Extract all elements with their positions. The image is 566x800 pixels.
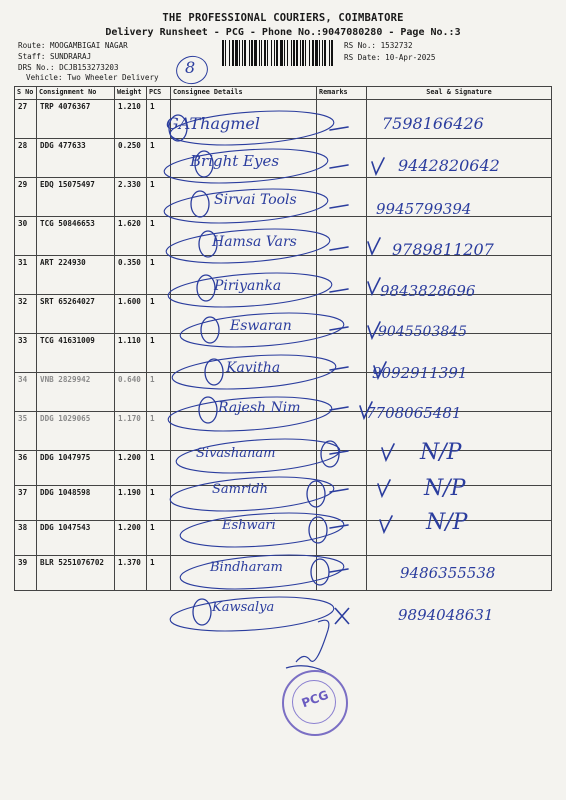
barcode-bar bbox=[222, 40, 224, 66]
hw-name: Rajesh Nim bbox=[218, 400, 301, 416]
barcode-bar bbox=[251, 40, 253, 66]
barcode-bar bbox=[261, 40, 262, 66]
hw-name: Sirvai Tools bbox=[214, 192, 297, 208]
hw-name: Kavitha bbox=[226, 360, 281, 376]
barcode-bar bbox=[232, 40, 234, 66]
row-weight: 1.200 bbox=[118, 453, 141, 462]
barcode-bar bbox=[259, 40, 260, 66]
row-sno: 39 bbox=[18, 558, 28, 567]
table-row bbox=[15, 373, 552, 412]
row-consignee bbox=[171, 412, 317, 451]
row-consignee bbox=[171, 451, 317, 486]
barcode-bar bbox=[291, 40, 292, 66]
row-signature bbox=[367, 100, 552, 139]
runsheet-subtitle: Delivery Runsheet - PCG - Phone No.:9047080280 - Page No.:3 bbox=[105, 27, 461, 38]
row-sno: 38 bbox=[18, 523, 28, 532]
row-consignment: DDG 1047975 bbox=[40, 453, 91, 462]
table-row bbox=[15, 178, 552, 217]
row-consignee bbox=[171, 373, 317, 412]
barcode-bar bbox=[254, 40, 257, 66]
barcode-bar bbox=[276, 40, 278, 66]
row-signature bbox=[367, 217, 552, 256]
row-pcs: 1 bbox=[150, 558, 155, 567]
row-sno: 29 bbox=[18, 180, 28, 189]
hw-name: Piriyanka bbox=[214, 278, 282, 294]
col-pcs-header: PCS bbox=[147, 87, 171, 100]
barcode-bar bbox=[309, 40, 310, 66]
barcode-bar bbox=[300, 40, 301, 66]
barcode-bar bbox=[244, 40, 246, 66]
rs-number: RS No.: 1532732 bbox=[344, 41, 413, 50]
company-title: THE PROFESSIONAL COURIERS, COIMBATORE bbox=[162, 12, 404, 24]
hw-name: Bindharam bbox=[210, 560, 283, 575]
hw-name: Kawsalya bbox=[212, 600, 275, 615]
row-sno: 33 bbox=[18, 336, 28, 345]
barcode-bar bbox=[284, 40, 285, 66]
hw-np-remark: N/P bbox=[420, 440, 462, 465]
row-remarks bbox=[317, 295, 367, 334]
row-consignment: SRT 65264027 bbox=[40, 297, 95, 306]
row-signature bbox=[367, 412, 552, 451]
page-mark: 8 bbox=[185, 58, 196, 77]
row-weight: 1.370 bbox=[118, 558, 141, 567]
row-consignee bbox=[171, 139, 317, 178]
col-weight-header: Weight bbox=[115, 87, 147, 100]
row-signature bbox=[367, 451, 552, 486]
row-pcs: 1 bbox=[150, 336, 155, 345]
row-weight: 0.250 bbox=[118, 141, 141, 150]
signature-flourish bbox=[296, 620, 329, 662]
row-remarks bbox=[317, 217, 367, 256]
row-consignee bbox=[171, 178, 317, 217]
table-body bbox=[15, 100, 552, 591]
row-remarks bbox=[317, 521, 367, 556]
row-consignment: DDG 477633 bbox=[40, 141, 86, 150]
row-pcs: 1 bbox=[150, 297, 155, 306]
row-signature bbox=[367, 486, 552, 521]
barcode-bar bbox=[235, 40, 238, 66]
table-row bbox=[15, 256, 552, 295]
cross-mark bbox=[335, 608, 349, 624]
hw-np-remark: N/P bbox=[424, 476, 466, 501]
row-sno: 30 bbox=[18, 219, 28, 228]
table-header-row bbox=[15, 87, 552, 100]
rs-date: RS Date: 10-Apr-2025 bbox=[344, 53, 436, 62]
row-pcs: 1 bbox=[150, 414, 155, 423]
row-sno: 37 bbox=[18, 488, 28, 497]
hw-name: Hamsa Vars bbox=[212, 234, 297, 250]
row-pcs: 1 bbox=[150, 141, 155, 150]
table-row bbox=[15, 295, 552, 334]
row-consignee bbox=[171, 217, 317, 256]
row-weight: 1.600 bbox=[118, 297, 141, 306]
row-pcs: 1 bbox=[150, 523, 155, 532]
barcode-bar bbox=[324, 40, 326, 66]
col-signature-header: Seal & Signature bbox=[367, 87, 552, 100]
row-remarks bbox=[317, 486, 367, 521]
col-consignment-header: Consignment No bbox=[37, 87, 115, 100]
runsheet-table bbox=[14, 86, 552, 591]
hw-phone: 9945799394 bbox=[376, 200, 472, 218]
row-weight: 0.640 bbox=[118, 375, 141, 384]
row-signature bbox=[367, 295, 552, 334]
row-weight: 1.190 bbox=[118, 488, 141, 497]
table-row bbox=[15, 521, 552, 556]
row-weight: 1.620 bbox=[118, 219, 141, 228]
barcode-bar bbox=[312, 40, 314, 66]
row-pcs: 1 bbox=[150, 488, 155, 497]
barcode-bar bbox=[293, 40, 295, 66]
row-consignment: ART 224930 bbox=[40, 258, 86, 267]
hw-phone: 9486355538 bbox=[400, 564, 496, 582]
table-row bbox=[15, 217, 552, 256]
row-remarks bbox=[317, 100, 367, 139]
row-consignment: BLR 5251076702 bbox=[40, 558, 105, 567]
row-consignee bbox=[171, 334, 317, 373]
hw-phone: 7708065481 bbox=[366, 404, 462, 422]
hw-phone: 9442820642 bbox=[398, 156, 500, 175]
row-remarks bbox=[317, 178, 367, 217]
barcode-bar bbox=[271, 40, 272, 66]
row-remarks bbox=[317, 139, 367, 178]
row-signature bbox=[367, 334, 552, 373]
row-remarks bbox=[317, 373, 367, 412]
barcode-bar bbox=[225, 40, 226, 66]
hw-name: Eswaran bbox=[230, 318, 292, 334]
stamp-text: PCG bbox=[299, 687, 331, 711]
row-pcs: 1 bbox=[150, 375, 155, 384]
row-consignment: TRP 4076367 bbox=[40, 102, 91, 111]
staff-label: Staff: SUNDRARAJ bbox=[18, 52, 92, 61]
barcode-bar bbox=[239, 40, 240, 66]
barcode-bar bbox=[274, 40, 275, 66]
p-circle-mark bbox=[193, 599, 211, 625]
hw-name: Samridh bbox=[212, 482, 269, 497]
col-consignee-header: Consignee Details bbox=[171, 87, 317, 100]
hw-np-remark: N/P bbox=[426, 510, 468, 535]
row-consignment: TCG 41631009 bbox=[40, 336, 95, 345]
row-consignment: DDG 1047543 bbox=[40, 523, 91, 532]
barcode-bar bbox=[329, 40, 330, 66]
barcode-bar bbox=[331, 40, 333, 66]
row-weight: 0.350 bbox=[118, 258, 141, 267]
name-loop-mark bbox=[169, 592, 335, 635]
drs-number: DRS No.: DCJB153273203 bbox=[18, 63, 119, 72]
row-consignee bbox=[171, 295, 317, 334]
row-pcs: 1 bbox=[150, 102, 155, 111]
route-label: Route: MOOGAMBIGAI NAGAR bbox=[18, 41, 128, 50]
row-signature bbox=[367, 373, 552, 412]
barcode-bar bbox=[296, 40, 298, 66]
table-row bbox=[15, 100, 552, 139]
row-sno: 35 bbox=[18, 414, 28, 423]
row-sno: 28 bbox=[18, 141, 28, 150]
barcode-bar bbox=[264, 40, 266, 66]
barcode-bar bbox=[322, 40, 323, 66]
row-sno: 34 bbox=[18, 375, 28, 384]
row-consignment: DDG 1048598 bbox=[40, 488, 91, 497]
row-pcs: 1 bbox=[150, 453, 155, 462]
row-pcs: 1 bbox=[150, 219, 155, 228]
table-row bbox=[15, 556, 552, 591]
row-weight: 1.210 bbox=[118, 102, 141, 111]
hw-phone: 9843828696 bbox=[380, 282, 476, 300]
hw-phone: 9092911391 bbox=[372, 364, 468, 382]
row-sno: 31 bbox=[18, 258, 28, 267]
col-sno-header: S No bbox=[15, 87, 37, 100]
row-consignee bbox=[171, 556, 317, 591]
row-signature bbox=[367, 178, 552, 217]
row-signature bbox=[367, 139, 552, 178]
row-consignee bbox=[171, 256, 317, 295]
row-pcs: 1 bbox=[150, 258, 155, 267]
row-consignee bbox=[171, 521, 317, 556]
row-weight: 1.110 bbox=[118, 336, 141, 345]
row-signature bbox=[367, 521, 552, 556]
barcode-bar bbox=[319, 40, 320, 66]
barcode-bar bbox=[280, 40, 283, 66]
row-consignment: VNB 2829942 bbox=[40, 375, 91, 384]
row-sno: 27 bbox=[18, 102, 28, 111]
barcode-bar bbox=[229, 40, 230, 66]
vehicle-label: Vehicle: Two Wheeler Delivery bbox=[26, 73, 159, 82]
row-consignment: EDQ 15075497 bbox=[40, 180, 95, 189]
hw-name: GAThagmel bbox=[166, 114, 260, 133]
row-weight: 2.330 bbox=[118, 180, 141, 189]
hw-phone: 9789811207 bbox=[392, 240, 494, 259]
table-row bbox=[15, 412, 552, 451]
row-consignment: DDG 1029065 bbox=[40, 414, 91, 423]
row-signature bbox=[367, 256, 552, 295]
row-sno: 36 bbox=[18, 453, 28, 462]
hw-name: Eshwari bbox=[222, 518, 276, 533]
table-row bbox=[15, 139, 552, 178]
barcode-bar bbox=[267, 40, 268, 66]
row-sno: 32 bbox=[18, 297, 28, 306]
pcg-stamp bbox=[282, 670, 348, 736]
row-signature bbox=[367, 556, 552, 591]
hw-name: Bright Eyes bbox=[190, 152, 280, 170]
table-row bbox=[15, 451, 552, 486]
barcode-bar bbox=[249, 40, 250, 66]
hw-phone: 9045503845 bbox=[378, 324, 468, 340]
table-row bbox=[15, 486, 552, 521]
hw-phone: 9894048631 bbox=[398, 606, 494, 624]
barcode-bar bbox=[302, 40, 304, 66]
barcode-bar bbox=[287, 40, 288, 66]
row-remarks bbox=[317, 412, 367, 451]
row-pcs: 1 bbox=[150, 180, 155, 189]
row-remarks bbox=[317, 256, 367, 295]
barcode-bar bbox=[305, 40, 306, 66]
row-remarks bbox=[317, 451, 367, 486]
barcode-bar bbox=[315, 40, 318, 66]
row-consignee bbox=[171, 100, 317, 139]
row-weight: 1.200 bbox=[118, 523, 141, 532]
row-consignment: TCG 50846653 bbox=[40, 219, 95, 228]
hw-phone: 7598166426 bbox=[382, 114, 484, 133]
row-remarks bbox=[317, 556, 367, 591]
barcode-bar bbox=[242, 40, 243, 66]
col-remarks-header: Remarks bbox=[317, 87, 367, 100]
row-remarks bbox=[317, 334, 367, 373]
barcode-graphic bbox=[222, 40, 334, 66]
table-row bbox=[15, 334, 552, 373]
hw-name: Sivashanam bbox=[196, 446, 276, 461]
row-consignee bbox=[171, 486, 317, 521]
row-weight: 1.170 bbox=[118, 414, 141, 423]
